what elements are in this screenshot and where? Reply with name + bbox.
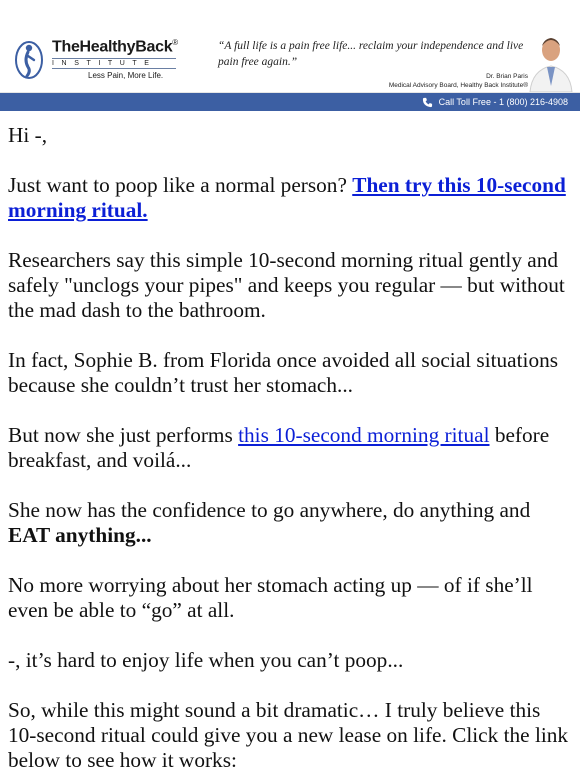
phone-icon — [422, 97, 433, 108]
toll-free-bar — [0, 93, 580, 111]
email-body — [0, 123, 580, 773]
ritual-link-primary[interactable]: Then try this 10-second morning ritual. — [8, 173, 566, 222]
header-quote: “A full life is a pain free life... reclaim your independence and live pain free again.” — [218, 40, 524, 68]
paragraph-ritual: But now she just performs this 10-second morning ritual before breakfast, and voilá... — [8, 423, 550, 472]
paragraph-sophie: In fact, Sophie B. from Florida once avoided all social situations because she couldn’t trust her stomach... — [8, 348, 559, 397]
doctor-name: Dr. Brian Paris — [486, 73, 528, 80]
paragraph-worrying: No more worrying about her stomach acting up — of if she’ll even be able to “go” at all. — [8, 573, 533, 622]
ritual-link-secondary[interactable]: this 10-second morning ritual — [238, 423, 490, 447]
paragraph-intro: Just want to poop like a normal person? Then try this 10-second morning ritual. — [8, 173, 566, 222]
healthy-back-logo-icon — [14, 40, 44, 80]
paragraph-confidence: She now has the confidence to go anywhere, do anything and EAT anything... — [8, 498, 531, 547]
eat-anything-emphasis: EAT anything... — [8, 523, 152, 547]
greeting: Hi -, — [8, 123, 48, 147]
brand-name: TheHealthyBack® — [52, 38, 178, 56]
brand-tagline: Less Pain, More Life. — [88, 71, 164, 80]
brand-institute: INSTITUTE — [52, 58, 176, 69]
paragraph-enjoy-life: -, it’s hard to enjoy life when you can’t poop... — [8, 648, 404, 672]
doctor-title: Medical Advisory Board, Healthy Back Institute® — [388, 82, 528, 89]
doctor-photo — [528, 26, 574, 92]
paragraph-dramatic: So, while this might sound a bit dramatic… I truly believe this 10-second ritual could give you a new lease on life. Click the link below to see how it works: — [8, 698, 569, 772]
toll-free-text[interactable]: Call Toll Free - 1 (800) 216-4908 — [438, 97, 568, 107]
paragraph-researchers: Researchers say this simple 10-second morning ritual gently and safely "unclogs your pipes" and keeps you regular — but without the mad dash to the bathroom. — [8, 248, 565, 322]
doctor-credit — [389, 72, 528, 90]
email-header — [0, 0, 580, 93]
